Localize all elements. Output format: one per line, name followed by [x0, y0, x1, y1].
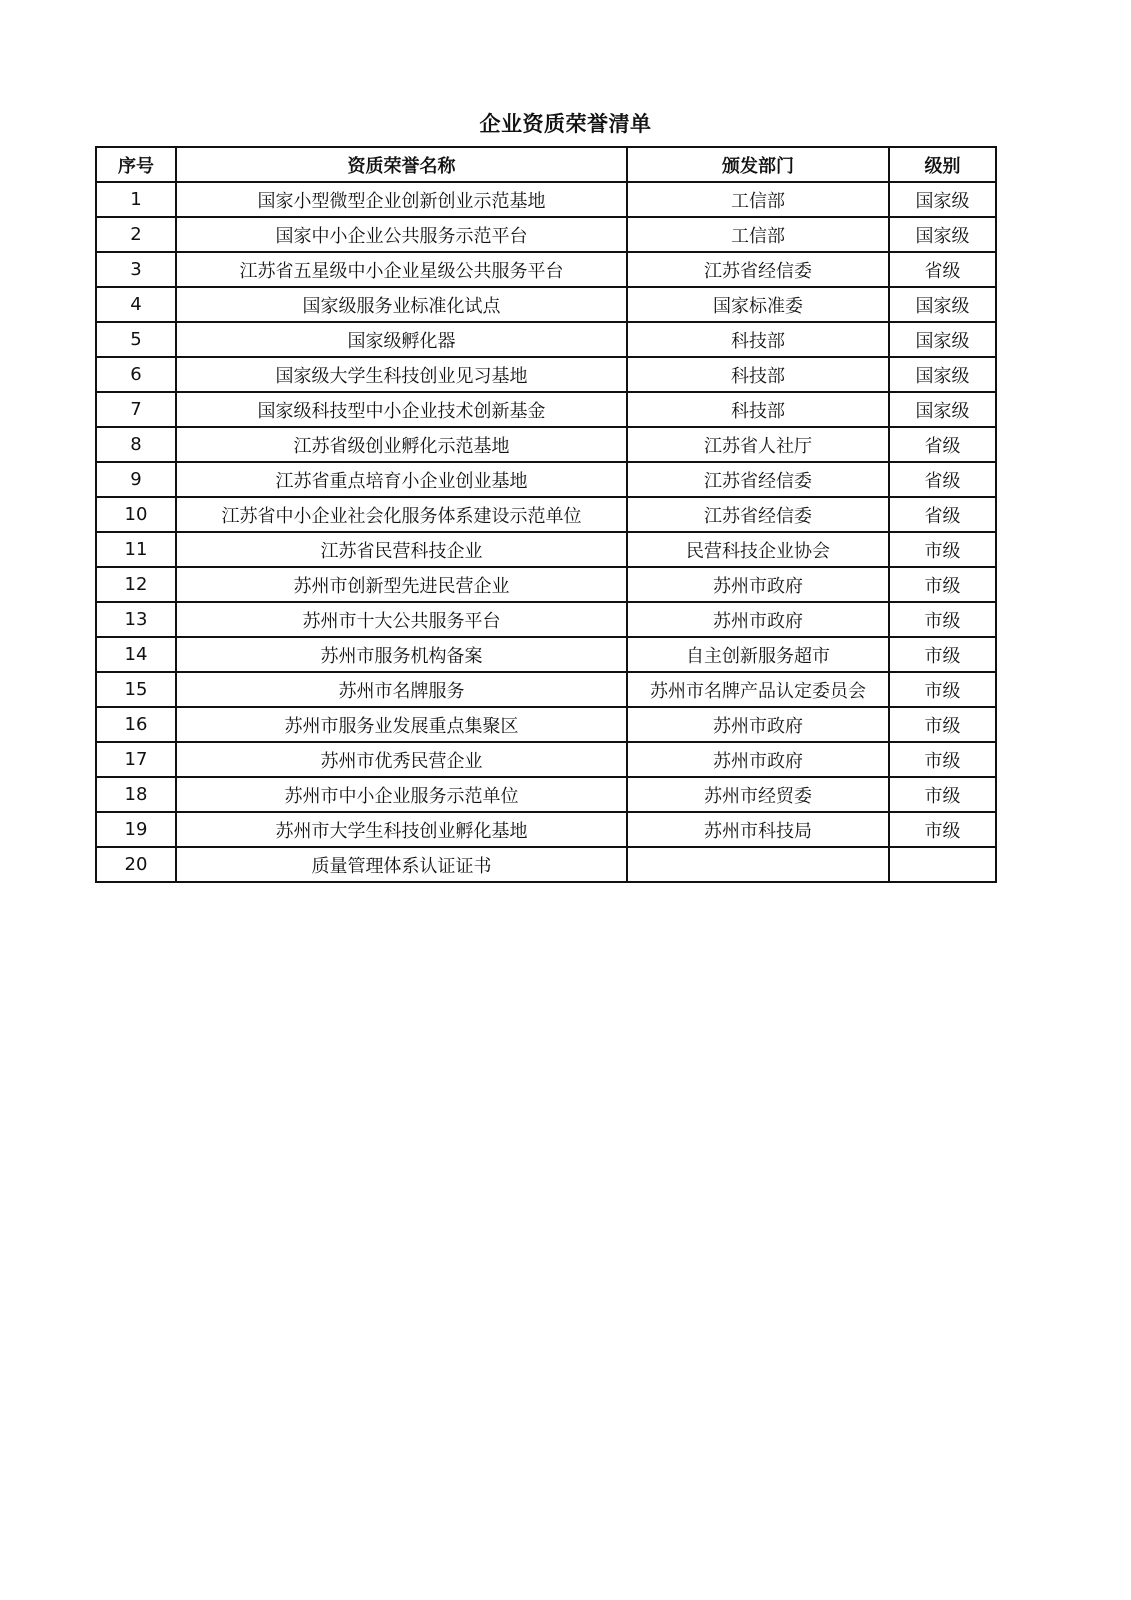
- cell-dept: 科技部: [627, 322, 889, 357]
- cell-name: 苏州市名牌服务: [176, 672, 627, 707]
- cell-level: 市级: [889, 742, 996, 777]
- cell-dept: 苏州市科技局: [627, 812, 889, 847]
- cell-no: 19: [96, 812, 176, 847]
- cell-dept: 工信部: [627, 217, 889, 252]
- header-dept: 颁发部门: [627, 147, 889, 182]
- cell-level: 市级: [889, 602, 996, 637]
- cell-dept: 科技部: [627, 357, 889, 392]
- cell-no: 20: [96, 847, 176, 882]
- table-row: [96, 567, 996, 602]
- cell-no: 13: [96, 602, 176, 637]
- table-row: [96, 497, 996, 532]
- header-no: 序号: [96, 147, 176, 182]
- table-row: [96, 287, 996, 322]
- cell-level: 市级: [889, 567, 996, 602]
- cell-dept: 江苏省经信委: [627, 497, 889, 532]
- table-row: [96, 462, 996, 497]
- cell-name: 苏州市十大公共服务平台: [176, 602, 627, 637]
- cell-dept: 苏州市经贸委: [627, 777, 889, 812]
- table-row: [96, 602, 996, 637]
- cell-dept: 江苏省经信委: [627, 462, 889, 497]
- cell-level: 市级: [889, 777, 996, 812]
- cell-name: 苏州市优秀民营企业: [176, 742, 627, 777]
- cell-level: 省级: [889, 497, 996, 532]
- cell-no: 14: [96, 637, 176, 672]
- cell-name: 苏州市中小企业服务示范单位: [176, 777, 627, 812]
- table-row: [96, 182, 996, 217]
- cell-no: 3: [96, 252, 176, 287]
- cell-level: 市级: [889, 672, 996, 707]
- cell-dept: 江苏省人社厅: [627, 427, 889, 462]
- cell-no: 16: [96, 707, 176, 742]
- cell-name: 苏州市服务机构备案: [176, 637, 627, 672]
- cell-name: 江苏省民营科技企业: [176, 532, 627, 567]
- cell-no: 7: [96, 392, 176, 427]
- cell-no: 10: [96, 497, 176, 532]
- document-title: 企业资质荣誉清单: [479, 112, 652, 136]
- cell-level: 市级: [889, 707, 996, 742]
- table-row: [96, 357, 996, 392]
- cell-dept: 苏州市政府: [627, 707, 889, 742]
- cell-dept: 国家标准委: [627, 287, 889, 322]
- cell-level: 市级: [889, 637, 996, 672]
- cell-no: 11: [96, 532, 176, 567]
- cell-no: 9: [96, 462, 176, 497]
- cell-dept: 苏州市政府: [627, 602, 889, 637]
- cell-level: 省级: [889, 462, 996, 497]
- table-row: [96, 252, 996, 287]
- cell-level: 国家级: [889, 287, 996, 322]
- cell-name: 国家小型微型企业创新创业示范基地: [176, 182, 627, 217]
- cell-level: 国家级: [889, 182, 996, 217]
- cell-no: 5: [96, 322, 176, 357]
- table-row: [96, 777, 996, 812]
- table-row: [96, 742, 996, 777]
- table-row: [96, 392, 996, 427]
- cell-name: 苏州市服务业发展重点集聚区: [176, 707, 627, 742]
- cell-no: 4: [96, 287, 176, 322]
- cell-no: 8: [96, 427, 176, 462]
- table-row: [96, 532, 996, 567]
- cell-no: 17: [96, 742, 176, 777]
- table-header-row: [96, 147, 996, 182]
- honor-table: [95, 146, 997, 883]
- table-row: [96, 707, 996, 742]
- cell-name: 国家级科技型中小企业技术创新基金: [176, 392, 627, 427]
- cell-dept: 苏州市名牌产品认定委员会: [627, 672, 889, 707]
- cell-dept: 科技部: [627, 392, 889, 427]
- cell-level: 国家级: [889, 322, 996, 357]
- cell-name: 国家级大学生科技创业见习基地: [176, 357, 627, 392]
- cell-name: 国家级孵化器: [176, 322, 627, 357]
- table-row: [96, 812, 996, 847]
- cell-no: 6: [96, 357, 176, 392]
- cell-no: 1: [96, 182, 176, 217]
- cell-no: 15: [96, 672, 176, 707]
- cell-name: 江苏省中小企业社会化服务体系建设示范单位: [176, 497, 627, 532]
- table-row: [96, 672, 996, 707]
- table-row: [96, 637, 996, 672]
- cell-level: 国家级: [889, 357, 996, 392]
- cell-dept: 工信部: [627, 182, 889, 217]
- cell-name: 质量管理体系认证证书: [176, 847, 627, 882]
- cell-level: 市级: [889, 532, 996, 567]
- cell-name: 江苏省级创业孵化示范基地: [176, 427, 627, 462]
- table-row: [96, 847, 996, 882]
- cell-level: 省级: [889, 252, 996, 287]
- cell-dept: 江苏省经信委: [627, 252, 889, 287]
- cell-dept: 自主创新服务超市: [627, 637, 889, 672]
- table-row: [96, 217, 996, 252]
- cell-dept: 民营科技企业协会: [627, 532, 889, 567]
- cell-dept: 苏州市政府: [627, 567, 889, 602]
- cell-name: 江苏省五星级中小企业星级公共服务平台: [176, 252, 627, 287]
- cell-name: 国家级服务业标准化试点: [176, 287, 627, 322]
- header-name: 资质荣誉名称: [176, 147, 627, 182]
- cell-dept: 苏州市政府: [627, 742, 889, 777]
- cell-name: 江苏省重点培育小企业创业基地: [176, 462, 627, 497]
- table-row: [96, 322, 996, 357]
- cell-level: 市级: [889, 812, 996, 847]
- cell-level: [889, 847, 996, 882]
- cell-level: 省级: [889, 427, 996, 462]
- cell-name: 苏州市创新型先进民营企业: [176, 567, 627, 602]
- cell-level: 国家级: [889, 392, 996, 427]
- cell-level: 国家级: [889, 217, 996, 252]
- cell-name: 苏州市大学生科技创业孵化基地: [176, 812, 627, 847]
- cell-no: 18: [96, 777, 176, 812]
- table-row: [96, 427, 996, 462]
- cell-no: 12: [96, 567, 176, 602]
- header-level: 级别: [889, 147, 996, 182]
- cell-dept: [627, 847, 889, 882]
- cell-no: 2: [96, 217, 176, 252]
- table-body: [96, 182, 996, 882]
- cell-name: 国家中小企业公共服务示范平台: [176, 217, 627, 252]
